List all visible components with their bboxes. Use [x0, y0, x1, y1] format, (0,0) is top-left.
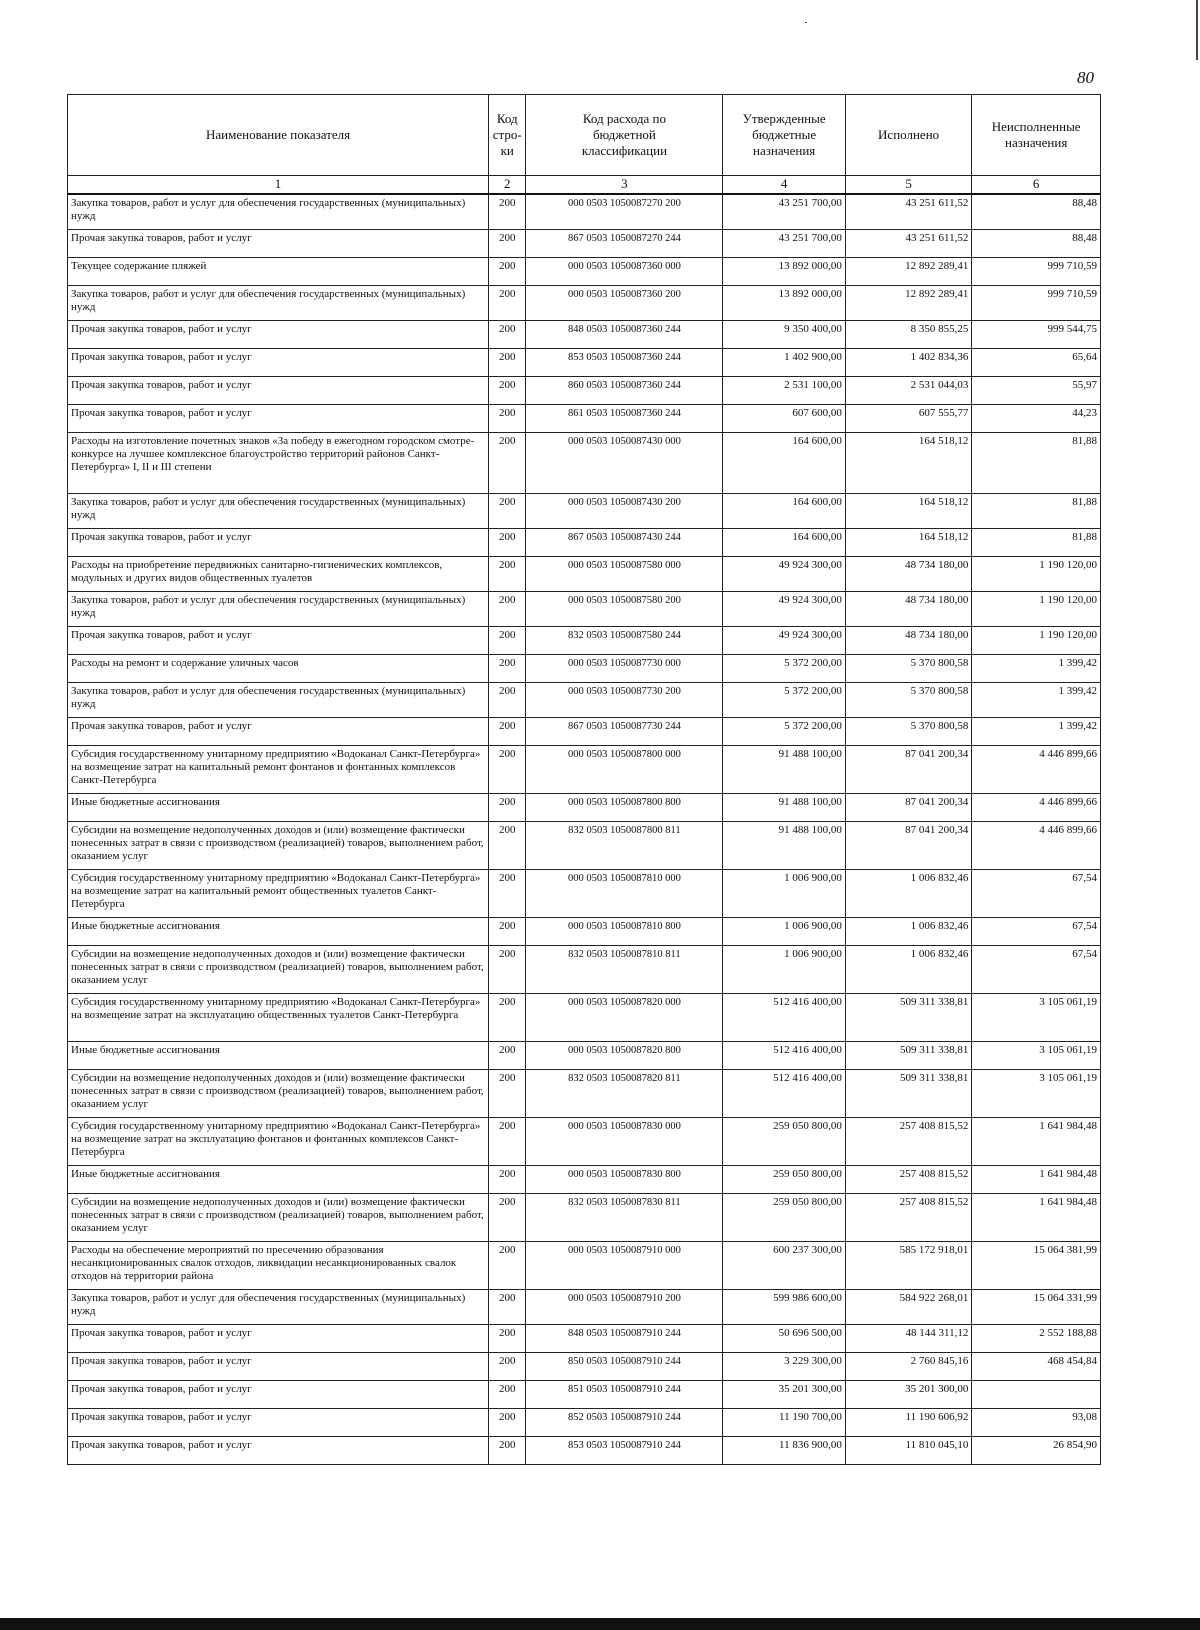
row-executed-amount: 11 810 045,10 — [845, 1437, 972, 1465]
row-line-code: 200 — [489, 794, 526, 822]
row-name: Субсидии на возмещение недополученных доходов и (или) возмещение фактически понесенных затрат в связи с производством (реализацией) товаров, выполнением работ, оказанием услуг — [68, 946, 489, 994]
row-kbk-code: 000 0503 1050087270 200 — [526, 194, 723, 230]
table-row — [68, 1070, 1101, 1118]
row-kbk-code: 848 0503 1050087360 244 — [526, 321, 723, 349]
row-name: Расходы на обеспечение мероприятий по пресечению образования несанкционированных свалок отходов, ликвидации несанкционированных свалок отходов на территории района — [68, 1242, 489, 1290]
table-row — [68, 655, 1101, 683]
row-executed-amount: 509 311 338,81 — [845, 994, 972, 1042]
row-approved-amount: 91 488 100,00 — [723, 822, 845, 870]
row-executed-amount: 48 734 180,00 — [845, 592, 972, 627]
row-kbk-code: 000 0503 1050087820 800 — [526, 1042, 723, 1070]
table-row — [68, 918, 1101, 946]
row-line-code: 200 — [489, 1166, 526, 1194]
row-line-code: 200 — [489, 1381, 526, 1409]
row-approved-amount: 91 488 100,00 — [723, 794, 845, 822]
row-kbk-code: 832 0503 1050087580 244 — [526, 627, 723, 655]
row-executed-amount: 48 144 311,12 — [845, 1325, 972, 1353]
row-line-code: 200 — [489, 557, 526, 592]
row-approved-amount: 164 600,00 — [723, 433, 845, 494]
scan-edge — [1196, 0, 1198, 60]
row-unexecuted-amount: 1 399,42 — [972, 683, 1101, 718]
row-executed-amount: 257 408 815,52 — [845, 1118, 972, 1166]
row-line-code: 200 — [489, 529, 526, 557]
table-row — [68, 1242, 1101, 1290]
row-unexecuted-amount: 88,48 — [972, 230, 1101, 258]
row-kbk-code: 853 0503 1050087360 244 — [526, 349, 723, 377]
row-kbk-code: 000 0503 1050087730 000 — [526, 655, 723, 683]
table-row — [68, 494, 1101, 529]
row-name: Субсидии на возмещение недополученных доходов и (или) возмещение фактически понесенных затрат в связи с производством (реализацией) товаров, выполнением работ, оказанием услуг — [68, 1070, 489, 1118]
row-approved-amount: 1 402 900,00 — [723, 349, 845, 377]
table-row — [68, 349, 1101, 377]
row-kbk-code: 853 0503 1050087910 244 — [526, 1437, 723, 1465]
row-unexecuted-amount: 999 710,59 — [972, 258, 1101, 286]
column-number: 2 — [489, 176, 526, 195]
row-executed-amount: 585 172 918,01 — [845, 1242, 972, 1290]
row-line-code: 200 — [489, 1242, 526, 1290]
row-kbk-code: 848 0503 1050087910 244 — [526, 1325, 723, 1353]
row-line-code: 200 — [489, 627, 526, 655]
table-row — [68, 286, 1101, 321]
row-kbk-code: 832 0503 1050087820 811 — [526, 1070, 723, 1118]
budget-execution-table — [67, 94, 1101, 1465]
row-unexecuted-amount: 4 446 899,66 — [972, 822, 1101, 870]
row-line-code: 200 — [489, 405, 526, 433]
row-kbk-code: 852 0503 1050087910 244 — [526, 1409, 723, 1437]
table-row — [68, 433, 1101, 494]
row-approved-amount: 1 006 900,00 — [723, 870, 845, 918]
table-row — [68, 946, 1101, 994]
table-row — [68, 1194, 1101, 1242]
row-approved-amount: 3 229 300,00 — [723, 1353, 845, 1381]
row-line-code: 200 — [489, 1118, 526, 1166]
row-approved-amount: 35 201 300,00 — [723, 1381, 845, 1409]
row-unexecuted-amount: 3 105 061,19 — [972, 994, 1101, 1042]
row-kbk-code: 850 0503 1050087910 244 — [526, 1353, 723, 1381]
row-line-code: 200 — [489, 1437, 526, 1465]
row-approved-amount: 259 050 800,00 — [723, 1194, 845, 1242]
table-row — [68, 683, 1101, 718]
row-name: Прочая закупка товаров, работ и услуг — [68, 1381, 489, 1409]
row-approved-amount: 512 416 400,00 — [723, 1070, 845, 1118]
row-kbk-code: 851 0503 1050087910 244 — [526, 1381, 723, 1409]
row-name: Прочая закупка товаров, работ и услуг — [68, 1325, 489, 1353]
row-executed-amount: 2 760 845,16 — [845, 1353, 972, 1381]
row-unexecuted-amount: 1 641 984,48 — [972, 1118, 1101, 1166]
row-executed-amount: 12 892 289,41 — [845, 258, 972, 286]
row-line-code: 200 — [489, 1325, 526, 1353]
row-name: Прочая закупка товаров, работ и услуг — [68, 718, 489, 746]
table-row — [68, 822, 1101, 870]
table-row — [68, 870, 1101, 918]
row-line-code: 200 — [489, 918, 526, 946]
row-kbk-code: 000 0503 1050087830 000 — [526, 1118, 723, 1166]
row-unexecuted-amount — [972, 1381, 1101, 1409]
row-approved-amount: 5 372 200,00 — [723, 718, 845, 746]
row-line-code: 200 — [489, 1042, 526, 1070]
row-line-code: 200 — [489, 230, 526, 258]
row-line-code: 200 — [489, 1290, 526, 1325]
row-executed-amount: 164 518,12 — [845, 529, 972, 557]
row-name: Прочая закупка товаров, работ и услуг — [68, 529, 489, 557]
row-unexecuted-amount: 44,23 — [972, 405, 1101, 433]
row-kbk-code: 000 0503 1050087830 800 — [526, 1166, 723, 1194]
row-executed-amount: 8 350 855,25 — [845, 321, 972, 349]
row-executed-amount: 607 555,77 — [845, 405, 972, 433]
row-name: Субсидии на возмещение недополученных доходов и (или) возмещение фактически понесенных затрат в связи с производством (реализацией) товаров, выполнением работ, оказанием услуг — [68, 1194, 489, 1242]
row-unexecuted-amount: 3 105 061,19 — [972, 1042, 1101, 1070]
row-unexecuted-amount: 26 854,90 — [972, 1437, 1101, 1465]
row-approved-amount: 259 050 800,00 — [723, 1118, 845, 1166]
row-unexecuted-amount: 4 446 899,66 — [972, 794, 1101, 822]
row-line-code: 200 — [489, 194, 526, 230]
row-line-code: 200 — [489, 377, 526, 405]
row-approved-amount: 49 924 300,00 — [723, 627, 845, 655]
row-executed-amount: 509 311 338,81 — [845, 1070, 972, 1118]
row-approved-amount: 607 600,00 — [723, 405, 845, 433]
row-name: Прочая закупка товаров, работ и услуг — [68, 1353, 489, 1381]
header-approved: Утвержденные бюджетные назначения — [723, 95, 845, 176]
row-executed-amount: 87 041 200,34 — [845, 746, 972, 794]
row-executed-amount: 43 251 611,52 — [845, 194, 972, 230]
row-name: Закупка товаров, работ и услуг для обеспечения государственных (муниципальных) нужд — [68, 494, 489, 529]
row-approved-amount: 11 836 900,00 — [723, 1437, 845, 1465]
table-row — [68, 1381, 1101, 1409]
table-row — [68, 321, 1101, 349]
row-executed-amount: 164 518,12 — [845, 433, 972, 494]
table-row — [68, 718, 1101, 746]
row-unexecuted-amount: 15 064 331,99 — [972, 1290, 1101, 1325]
row-unexecuted-amount: 468 454,84 — [972, 1353, 1101, 1381]
row-executed-amount: 35 201 300,00 — [845, 1381, 972, 1409]
row-name: Текущее содержание пляжей — [68, 258, 489, 286]
row-line-code: 200 — [489, 1070, 526, 1118]
row-kbk-code: 000 0503 1050087810 800 — [526, 918, 723, 946]
table-row — [68, 794, 1101, 822]
row-unexecuted-amount: 67,54 — [972, 870, 1101, 918]
row-unexecuted-amount: 67,54 — [972, 946, 1101, 994]
row-name: Прочая закупка товаров, работ и услуг — [68, 321, 489, 349]
row-name: Прочая закупка товаров, работ и услуг — [68, 1437, 489, 1465]
table-row — [68, 1118, 1101, 1166]
table-row — [68, 230, 1101, 258]
row-line-code: 200 — [489, 286, 526, 321]
table-row — [68, 746, 1101, 794]
row-kbk-code: 000 0503 1050087810 000 — [526, 870, 723, 918]
row-name: Закупка товаров, работ и услуг для обеспечения государственных (муниципальных) нужд — [68, 1290, 489, 1325]
row-kbk-code: 000 0503 1050087910 200 — [526, 1290, 723, 1325]
row-unexecuted-amount: 81,88 — [972, 433, 1101, 494]
row-executed-amount: 1 402 834,36 — [845, 349, 972, 377]
row-line-code: 200 — [489, 822, 526, 870]
row-unexecuted-amount: 4 446 899,66 — [972, 746, 1101, 794]
row-approved-amount: 600 237 300,00 — [723, 1242, 845, 1290]
scan-mark — [805, 22, 807, 23]
row-executed-amount: 1 006 832,46 — [845, 918, 972, 946]
row-line-code: 200 — [489, 349, 526, 377]
table-row — [68, 1166, 1101, 1194]
row-line-code: 200 — [489, 870, 526, 918]
row-line-code: 200 — [489, 1353, 526, 1381]
row-line-code: 200 — [489, 592, 526, 627]
row-unexecuted-amount: 3 105 061,19 — [972, 1070, 1101, 1118]
row-executed-amount: 48 734 180,00 — [845, 627, 972, 655]
column-number: 5 — [845, 176, 972, 195]
column-number: 6 — [972, 176, 1101, 195]
row-line-code: 200 — [489, 994, 526, 1042]
row-unexecuted-amount: 1 399,42 — [972, 655, 1101, 683]
row-name: Субсидия государственному унитарному предприятию «Водоканал Санкт-Петербурга» на возмещение затрат на капитальный ремонт фонтанов и фонтанных комплексов Санкт-Петербурга — [68, 746, 489, 794]
row-unexecuted-amount: 81,88 — [972, 494, 1101, 529]
row-executed-amount: 5 370 800,58 — [845, 655, 972, 683]
row-kbk-code: 000 0503 1050087820 000 — [526, 994, 723, 1042]
row-approved-amount: 512 416 400,00 — [723, 994, 845, 1042]
table-row — [68, 377, 1101, 405]
row-name: Прочая закупка товаров, работ и услуг — [68, 1409, 489, 1437]
row-approved-amount: 5 372 200,00 — [723, 655, 845, 683]
table-row — [68, 1353, 1101, 1381]
table-row — [68, 1325, 1101, 1353]
row-unexecuted-amount: 55,97 — [972, 377, 1101, 405]
row-approved-amount: 49 924 300,00 — [723, 592, 845, 627]
table-row — [68, 405, 1101, 433]
row-line-code: 200 — [489, 1194, 526, 1242]
row-approved-amount: 13 892 000,00 — [723, 258, 845, 286]
header-row — [68, 95, 1101, 176]
row-kbk-code: 000 0503 1050087580 000 — [526, 557, 723, 592]
row-kbk-code: 000 0503 1050087800 000 — [526, 746, 723, 794]
row-kbk-code: 000 0503 1050087430 000 — [526, 433, 723, 494]
row-name: Прочая закупка товаров, работ и услуг — [68, 627, 489, 655]
row-kbk-code: 860 0503 1050087360 244 — [526, 377, 723, 405]
row-approved-amount: 599 986 600,00 — [723, 1290, 845, 1325]
column-number-row — [68, 176, 1101, 195]
row-kbk-code: 000 0503 1050087580 200 — [526, 592, 723, 627]
row-executed-amount: 509 311 338,81 — [845, 1042, 972, 1070]
row-kbk-code: 867 0503 1050087730 244 — [526, 718, 723, 746]
row-line-code: 200 — [489, 683, 526, 718]
row-approved-amount: 43 251 700,00 — [723, 194, 845, 230]
table-row — [68, 1437, 1101, 1465]
row-executed-amount: 12 892 289,41 — [845, 286, 972, 321]
header-name: Наименование показателя — [68, 95, 489, 176]
row-unexecuted-amount: 999 710,59 — [972, 286, 1101, 321]
row-line-code: 200 — [489, 258, 526, 286]
row-unexecuted-amount: 93,08 — [972, 1409, 1101, 1437]
row-name: Субсидия государственному унитарному предприятию «Водоканал Санкт-Петербурга» на возмещение затрат на капитальный ремонт общественных туалетов Санкт-Петербурга — [68, 870, 489, 918]
header-line-code: Код стро- ки — [489, 95, 526, 176]
row-name: Прочая закупка товаров, работ и услуг — [68, 349, 489, 377]
row-unexecuted-amount: 1 399,42 — [972, 718, 1101, 746]
table-row — [68, 557, 1101, 592]
row-executed-amount: 257 408 815,52 — [845, 1166, 972, 1194]
row-name: Иные бюджетные ассигнования — [68, 918, 489, 946]
table-row — [68, 258, 1101, 286]
table-row — [68, 994, 1101, 1042]
row-kbk-code: 000 0503 1050087360 200 — [526, 286, 723, 321]
row-executed-amount: 87 041 200,34 — [845, 822, 972, 870]
table-body — [68, 194, 1101, 1465]
row-kbk-code: 861 0503 1050087360 244 — [526, 405, 723, 433]
row-kbk-code: 000 0503 1050087910 000 — [526, 1242, 723, 1290]
row-name: Закупка товаров, работ и услуг для обеспечения государственных (муниципальных) нужд — [68, 592, 489, 627]
row-executed-amount: 11 190 606,92 — [845, 1409, 972, 1437]
table-row — [68, 194, 1101, 230]
row-unexecuted-amount: 67,54 — [972, 918, 1101, 946]
row-name: Иные бюджетные ассигнования — [68, 1042, 489, 1070]
row-unexecuted-amount: 1 641 984,48 — [972, 1194, 1101, 1242]
row-kbk-code: 000 0503 1050087430 200 — [526, 494, 723, 529]
row-kbk-code: 832 0503 1050087800 811 — [526, 822, 723, 870]
row-kbk-code: 000 0503 1050087730 200 — [526, 683, 723, 718]
table-row — [68, 529, 1101, 557]
row-name: Субсидия государственному унитарному предприятию «Водоканал Санкт-Петербурга» на возмещение затрат на эксплуатацию общественных туалетов Санкт-Петербурга — [68, 994, 489, 1042]
row-approved-amount: 50 696 500,00 — [723, 1325, 845, 1353]
row-executed-amount: 2 531 044,03 — [845, 377, 972, 405]
row-name: Иные бюджетные ассигнования — [68, 1166, 489, 1194]
table-row — [68, 627, 1101, 655]
row-name: Расходы на ремонт и содержание уличных часов — [68, 655, 489, 683]
row-name: Расходы на приобретение передвижных санитарно-гигиенических комплексов, модульных и других видов общественных туалетов — [68, 557, 489, 592]
row-approved-amount: 2 531 100,00 — [723, 377, 845, 405]
row-executed-amount: 43 251 611,52 — [845, 230, 972, 258]
row-unexecuted-amount: 1 641 984,48 — [972, 1166, 1101, 1194]
row-name: Расходы на изготовление почетных знаков «За победу в ежегодном городском смотре-конкурсе на лучшее комплексное благоустройство территорий районов Санкт-Петербурга» I, II и III степени — [68, 433, 489, 494]
row-unexecuted-amount: 999 544,75 — [972, 321, 1101, 349]
row-approved-amount: 1 006 900,00 — [723, 918, 845, 946]
row-kbk-code: 832 0503 1050087830 811 — [526, 1194, 723, 1242]
row-approved-amount: 512 416 400,00 — [723, 1042, 845, 1070]
row-line-code: 200 — [489, 1409, 526, 1437]
column-number: 4 — [723, 176, 845, 195]
row-unexecuted-amount: 1 190 120,00 — [972, 557, 1101, 592]
row-executed-amount: 257 408 815,52 — [845, 1194, 972, 1242]
row-line-code: 200 — [489, 433, 526, 494]
row-executed-amount: 5 370 800,58 — [845, 683, 972, 718]
row-approved-amount: 1 006 900,00 — [723, 946, 845, 994]
row-name: Закупка товаров, работ и услуг для обеспечения государственных (муниципальных) нужд — [68, 194, 489, 230]
row-approved-amount: 259 050 800,00 — [723, 1166, 845, 1194]
scan-bottom-edge — [0, 1618, 1200, 1630]
row-executed-amount: 5 370 800,58 — [845, 718, 972, 746]
row-unexecuted-amount: 2 552 188,88 — [972, 1325, 1101, 1353]
row-executed-amount: 584 922 268,01 — [845, 1290, 972, 1325]
row-name: Закупка товаров, работ и услуг для обеспечения государственных (муниципальных) нужд — [68, 683, 489, 718]
row-unexecuted-amount: 1 190 120,00 — [972, 627, 1101, 655]
row-approved-amount: 43 251 700,00 — [723, 230, 845, 258]
row-approved-amount: 164 600,00 — [723, 529, 845, 557]
row-approved-amount: 91 488 100,00 — [723, 746, 845, 794]
row-unexecuted-amount: 1 190 120,00 — [972, 592, 1101, 627]
row-kbk-code: 867 0503 1050087430 244 — [526, 529, 723, 557]
row-executed-amount: 48 734 180,00 — [845, 557, 972, 592]
row-name: Закупка товаров, работ и услуг для обеспечения государственных (муниципальных) нужд — [68, 286, 489, 321]
row-line-code: 200 — [489, 746, 526, 794]
row-kbk-code: 832 0503 1050087810 811 — [526, 946, 723, 994]
table-row — [68, 592, 1101, 627]
row-executed-amount: 164 518,12 — [845, 494, 972, 529]
page-number: 80 — [1077, 68, 1094, 87]
column-number: 3 — [526, 176, 723, 195]
table-row — [68, 1290, 1101, 1325]
row-approved-amount: 9 350 400,00 — [723, 321, 845, 349]
row-unexecuted-amount: 81,88 — [972, 529, 1101, 557]
row-name: Прочая закупка товаров, работ и услуг — [68, 377, 489, 405]
row-approved-amount: 5 372 200,00 — [723, 683, 845, 718]
row-name: Субсидия государственному унитарному предприятию «Водоканал Санкт-Петербурга» на возмещение затрат на эксплуатацию фонтанов и фонтанных комплексов Санкт-Петербурга — [68, 1118, 489, 1166]
row-approved-amount: 11 190 700,00 — [723, 1409, 845, 1437]
row-executed-amount: 87 041 200,34 — [845, 794, 972, 822]
row-name: Прочая закупка товаров, работ и услуг — [68, 405, 489, 433]
row-line-code: 200 — [489, 946, 526, 994]
row-approved-amount: 164 600,00 — [723, 494, 845, 529]
row-executed-amount: 1 006 832,46 — [845, 870, 972, 918]
row-unexecuted-amount: 65,64 — [972, 349, 1101, 377]
row-unexecuted-amount: 15 064 381,99 — [972, 1242, 1101, 1290]
row-kbk-code: 000 0503 1050087360 000 — [526, 258, 723, 286]
row-kbk-code: 000 0503 1050087800 800 — [526, 794, 723, 822]
table-row — [68, 1042, 1101, 1070]
row-unexecuted-amount: 88,48 — [972, 194, 1101, 230]
header-unexecuted: Неисполненные назначения — [972, 95, 1101, 176]
row-executed-amount: 1 006 832,46 — [845, 946, 972, 994]
row-line-code: 200 — [489, 655, 526, 683]
row-line-code: 200 — [489, 718, 526, 746]
row-name: Субсидии на возмещение недополученных доходов и (или) возмещение фактически понесенных затрат в связи с производством (реализацией) товаров, выполнением работ, оказанием услуг — [68, 822, 489, 870]
row-approved-amount: 49 924 300,00 — [723, 557, 845, 592]
header-executed: Исполнено — [845, 95, 972, 176]
header-kbk: Код расхода по бюджетной классификации — [526, 95, 723, 176]
row-name: Прочая закупка товаров, работ и услуг — [68, 230, 489, 258]
row-name: Иные бюджетные ассигнования — [68, 794, 489, 822]
row-line-code: 200 — [489, 494, 526, 529]
row-line-code: 200 — [489, 321, 526, 349]
table-row — [68, 1409, 1101, 1437]
row-approved-amount: 13 892 000,00 — [723, 286, 845, 321]
column-number: 1 — [68, 176, 489, 195]
row-kbk-code: 867 0503 1050087270 244 — [526, 230, 723, 258]
